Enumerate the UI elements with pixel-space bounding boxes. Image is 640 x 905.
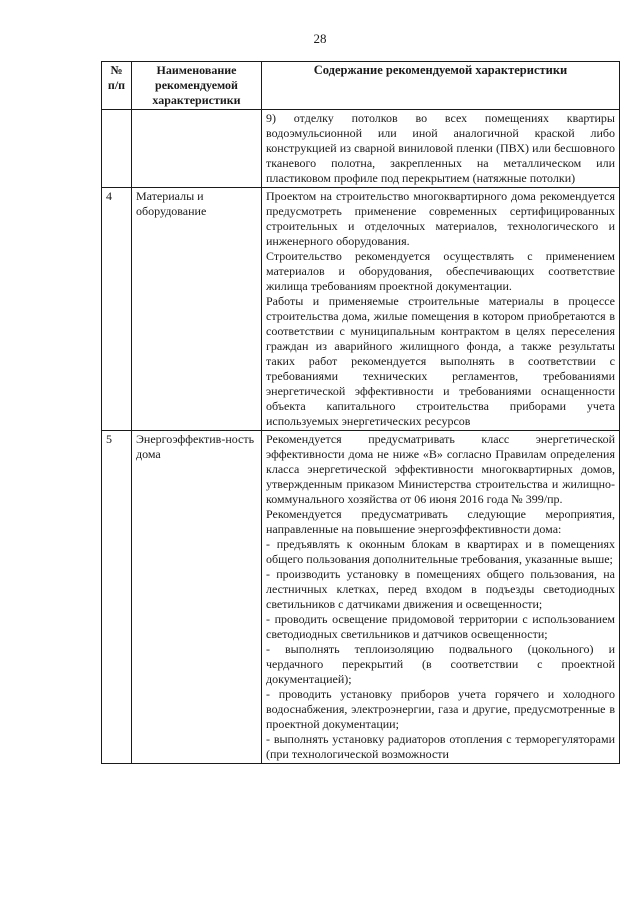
row-content: [262, 431, 620, 764]
table-row: [102, 188, 620, 431]
table-header-row: [102, 62, 620, 110]
row-content: [262, 110, 620, 188]
content-paragraph: Работы и применяемые строительные материалы в процессе строительства дома, жилые помещения в котором приобретаются в соответствии с муниципальным контрактом в целях переселения граждан из аварийного жилищного фонда, а также результаты таких работ рекомендуется выполнять в соответствии с требованиями технических регламентов, требованиями энергетической эффективности и требованиями оснащенности объекта капитального строительства приборами учета используемых энергетических ресурсов: [266, 294, 615, 428]
content-paragraph: - выполнять теплоизоляцию подвального (цокольного) и чердачного перекрытий (в соответствии с проектной документацией);: [266, 642, 615, 686]
page-number: 28: [313, 31, 327, 46]
content-paragraph: - предъявлять к оконным блокам в квартирах и в помещениях общего пользования дополнительные требования, указанные выше;: [266, 537, 615, 566]
header-number: № п/п: [102, 62, 132, 110]
row-number: 4: [102, 188, 132, 431]
content-paragraph: 9) отделку потолков во всех помещениях квартиры водоэмульсионной или иной аналогичной краской либо конструкцией из сварной виниловой пленки (ПВХ) или бесшовного тканевого полотна, закрепленных на металлическом или пластиковом профиле под перекрытием (натяжные потолки): [266, 111, 615, 185]
content-paragraph: Проектом на строительство многоквартирного дома рекомендуется предусмотреть применение современных сертифицированных строительных и отделочных материалов, технологического и инженерного оборудования.: [266, 189, 615, 248]
content-paragraph: Рекомендуется предусматривать класс энергетической эффективности дома не ниже «В» согласно Правилам определения класса энергетической эффективности многоквартирных домов, утвержденным приказом Министерства строительства и жилищно-коммунального хозяйства от 06 июня 2016 года № 399/пр.: [266, 432, 615, 506]
table-row: [102, 431, 620, 764]
header-name: Наименование рекомендуемой характеристики: [132, 62, 262, 110]
content-paragraph: Строительство рекомендуется осуществлять с применением материалов и оборудования, обеспечивающих соответствие жилища требованиям проектной документации.: [266, 249, 615, 293]
row-name: Энергоэффектив-ность дома: [132, 431, 262, 764]
header-content: Содержание рекомендуемой характеристики: [262, 62, 620, 110]
table-row: [102, 110, 620, 188]
row-content: [262, 188, 620, 431]
content-paragraph: - производить установку в помещениях общего пользования, на лестничных клетках, перед входом в подъезды светодиодных светильников с датчиками движения и освещенности;: [266, 567, 615, 611]
content-paragraph: - проводить освещение придомовой территории с использованием светодиодных светильников и датчиков освещенности;: [266, 612, 615, 641]
row-number: [102, 110, 132, 188]
row-name: [132, 110, 262, 188]
content-paragraph: Рекомендуется предусматривать следующие мероприятия, направленные на повышение энергоэффективности дома:: [266, 507, 615, 536]
characteristics-table: [101, 61, 620, 764]
row-number: 5: [102, 431, 132, 764]
content-paragraph: - проводить установку приборов учета горячего и холодного водоснабжения, электроэнергии, газа и другие, предусмотренные в проектной документации;: [266, 687, 615, 731]
row-name: Материалы и оборудование: [132, 188, 262, 431]
content-paragraph: - выполнять установку радиаторов отопления с терморегуляторами (при технологической возможности: [266, 732, 615, 761]
